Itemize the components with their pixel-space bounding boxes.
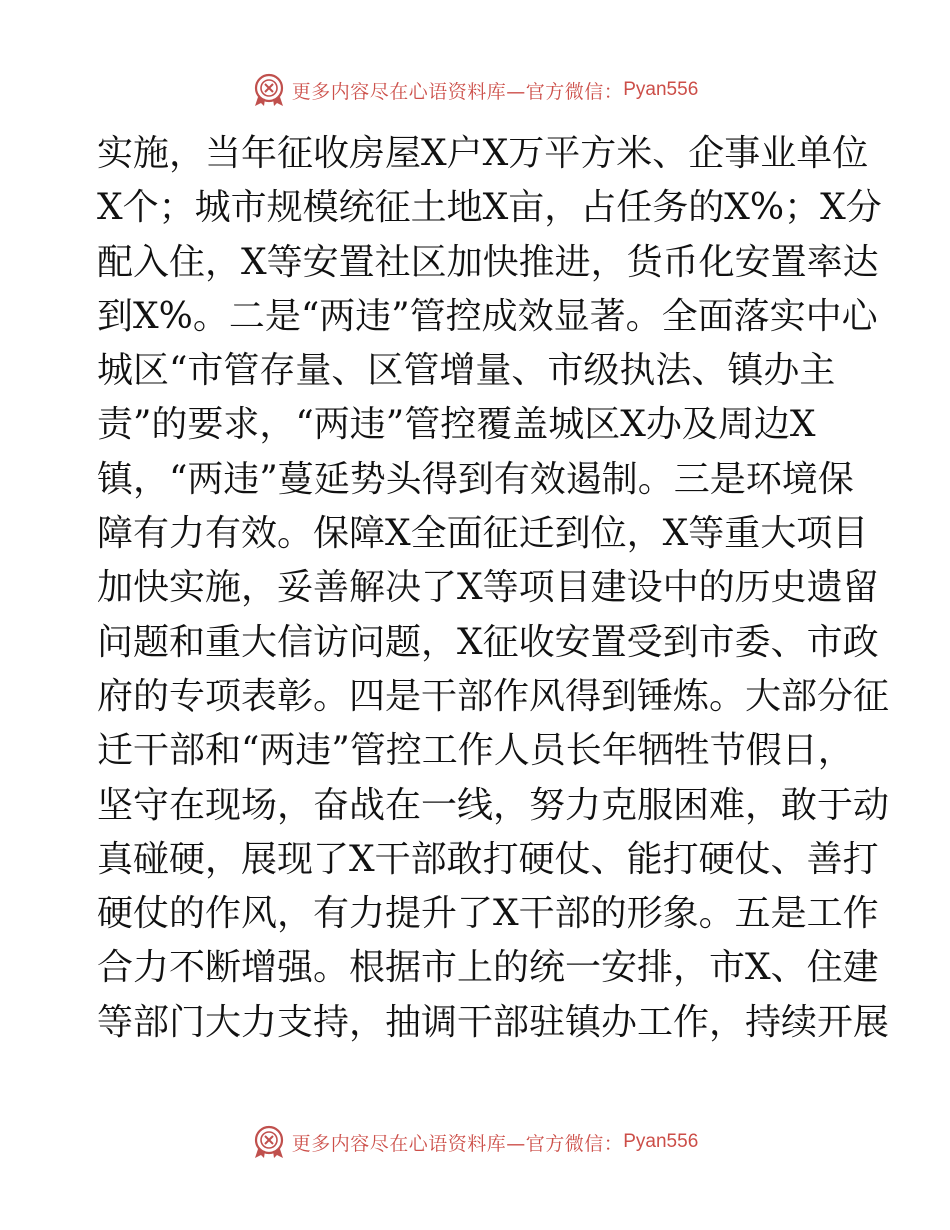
text-line: 坚守在现场，奋战在一线，努力克服困难，敢于动: [97, 784, 890, 826]
text-line: 迁干部和“两违”管控工作人员长年牺牲节假日，: [97, 730, 854, 772]
footer-banner[interactable]: [0, 1124, 950, 1160]
text-line: 到X%。二是“两违”管控成效显著。全面落实中心: [97, 295, 878, 337]
text-line: 真碰硬，展现了X干部敢打硬仗、能打硬仗、善打: [97, 838, 879, 880]
ribbon-seal-icon: [252, 1125, 286, 1159]
text-line: 府的专项表彰。四是干部作风得到锤炼。大部分征: [97, 675, 890, 717]
text-line: 障有力有效。保障X全面征迁到位，X等重大项目: [97, 513, 869, 555]
text-line: 加快实施，妥善解决了X等项目建设中的历史遗留: [97, 567, 879, 609]
text-line: 问题和重大信访问题，X征收安置受到市委、市政: [97, 621, 879, 663]
header-banner[interactable]: [0, 72, 950, 108]
text-line: 城区“市管存量、区管增量、市级执法、镇办主: [97, 350, 836, 392]
text-line: 实施，当年征收房屋X户X万平方米、企事业单位: [97, 133, 869, 174]
wechat-id: Pyan556: [623, 1131, 699, 1152]
text-line: 配入住，X等安置社区加快推进，货币化安置率达: [97, 241, 879, 283]
text-line: 等部门大力支持，抽调干部驻镇办工作，持续开展: [97, 1001, 890, 1043]
text-line: 责”的要求，“两违”管控覆盖城区X办及周边X: [97, 404, 816, 446]
body-paragraph: [97, 127, 890, 1050]
wechat-id: Pyan556: [623, 79, 699, 100]
text-line: 合力不断增强。根据市上的统一安排，市X、住建: [97, 947, 879, 989]
text-line: X个；城市规模统征土地X亩，占任务的X%；X分: [97, 187, 882, 229]
ribbon-seal-icon: [252, 73, 286, 107]
banner-text: 更多内容尽在心语资料库—官方微信：: [291, 1132, 624, 1155]
text-line: 硬仗的作风，有力提升了X干部的形象。五是工作: [97, 893, 879, 935]
banner-text: 更多内容尽在心语资料库—官方微信：: [291, 80, 624, 103]
text-line: 镇，“两违”蔓延势头得到有效遏制。三是环境保: [97, 458, 854, 500]
